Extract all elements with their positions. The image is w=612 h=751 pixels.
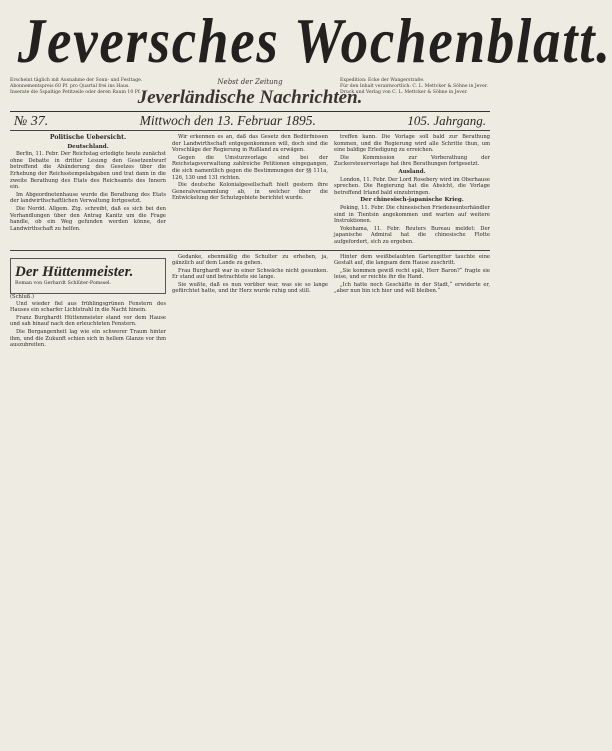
subhead-right-line: Druck und Verlag von C. L. Mettcker & Söhne in Jever. [340,90,468,95]
subhead [10,78,490,109]
article-paragraph: London, 11. Febr. Der Lord Rosebery wird im Oberhause sprechen. Die Regierung hat die Absicht, die Vorlage betreffend Irland bald einzubringen. [334,176,490,196]
story-paragraph: Und wieder fiel aus frühlingsgrünen Fenstern des Hauses ein scharfer Lichtstrahl in die Nacht hinein. [10,300,166,314]
column-3 [334,134,490,247]
subhead-right-line: Expedition: Ecke der Wangerstraße. [340,78,425,83]
dateline [10,112,490,129]
subhead-left-line: Erscheint täglich mit Ausnahme der Sonn- und Festtage. [10,78,143,83]
feuilleton-box [10,258,166,295]
subhead-left-line: Inserate die 5spaltige Petitzeile oder deren Raum 10 Pf. [10,90,141,95]
article-paragraph: Wir erkennen es an, daß das Gesetz den Bedürfnissen der Landwirthschaft entgegenkommen will, doch sind die Vorschläge der Regierung in Rußland zu erwägen. [172,134,328,154]
article-paragraph: Die deutsche Kolonialgesellschaft hielt gestern ihre Generalversammlung ab, in welcher über die Entwickelung der Schutzgebiete berichtet wurde. [172,182,328,202]
feuilleton-title: Der Hüttenmeister. [15,263,134,280]
column-2 [172,134,328,247]
article-paragraph: Gegen die Umsturzvorlage sind bei der Reichstagsverwaltung zahlreiche Petitionen eingegangen, die sich namentlich gegen die Bestimmungen der §§ 111a, 126, 130 und 131 richten. [172,154,328,181]
section-location: Ausland. [398,168,426,175]
subhead-mid [137,78,363,109]
story-paragraph: Franz Burghardt Hüttenmeister stand vor dem Hause und sah hinauf nach den erleuchteten Fenstern. [10,314,166,328]
nebst-label: Nebst der Zeitung [217,78,283,86]
masthead-title: Jeversches Wochenblatt. [17,5,612,76]
story-paragraph: Hinter dem weißbelaubten Gartengitter tauchte eine Gestalt auf, die langsam dem Hause zuschritt. [334,253,490,267]
upper-columns [10,134,490,247]
feuilleton-column-1 [10,254,166,350]
story-paragraph: Die Bergangenheit lag wie ein schwerer Traum hinter ihm, und die Zukunft schien sich in hellem Glanze vor ihm auszubreiten. [10,329,166,349]
article-paragraph: treffen kann. Die Vorlage soll bald zur Berathung kommen, und die Regierung wird alle Schritte thun, um eine baldige Erledigung zu erreichen. [334,134,490,154]
story-paragraph: Gedanke, ebenmäßig die Schulter zu erheben, ja, gänzlich auf dem Lande zu gehen. [172,253,328,267]
article-paragraph: Die Nordd. Allgem. Ztg. schreibt, daß es sich bei den Verhandlungen über den Antrag Kanitz um die Frage handle, ob ein Weg gefunden werden könne, der Landwirthschaft zu helfen. [10,205,166,232]
section-heading: Der chinesisch-japanische Krieg. [360,197,464,204]
issue-number: № 37. [14,114,49,129]
issue-jahrgang: 105. Jahrgang. [407,113,486,128]
article-paragraph: Im Abgeordnetenhause wurde die Berathung des Etats der landwirthschaftlichen Verwaltung fortgesetzt. [10,191,166,205]
feuilleton-column-3 [334,254,490,350]
lower-columns [10,254,490,350]
story-paragraph: „Sie kommen gewiß recht spät, Herr Baron?“ fragte sie leise, und er reichte ihr die Hand. [334,267,490,281]
story-paragraph: Frau Burghardt war in einer Schwäche nicht gesunken. Er stand auf und betrachtete sie lange. [172,267,328,281]
section-heading: Politische Uebersicht. [49,134,127,141]
section-location: Deutschland. [67,143,109,150]
story-paragraph: Sie wußte, daß es nun vorüber war, was sie so lange gefürchtet hatte, und ihr Herz wurde ruhig und still. [172,281,328,295]
story-paragraph: „Ich hatte noch Geschäfte in der Stadt,“ erwiderte er, „aber nun bin ich hier und will bleiben.“ [334,281,490,295]
subhead-right [340,78,490,96]
issue-date: Mittwoch den 13. Februar 1895. [139,113,316,128]
subhead-left-line: Abonnementspreis 60 Pf. pro Quartal frei ins Haus. [10,84,130,89]
article-paragraph: Berlin, 11. Febr. Der Reichstag erledigte heute zunächst ohne Debatte in dritter Lesung den Gesetzentwurf betreffend die Abänderung des Gesetzes über die Erhebung der Reichsstempelabgaben und trat dann in die zweite Berathung des Etats des Reichsamts des Innern ein. [10,151,166,191]
feuilleton-subtitle: Roman von Gerhardt Schlüter-Pomssel. [15,280,112,286]
second-title: Jeverländische Nachrichten. [137,87,363,108]
date-rule [10,130,490,131]
column-1 [10,134,166,247]
feuilleton-fortsetzung: (Schluß.) [10,294,34,301]
feuilleton-column-2 [172,254,328,350]
article-paragraph: Die Kommission zur Vorberathung der Zuckersteuervorlage hat ihre Berathungen fortgesetzt. [334,154,490,168]
article-paragraph: Peking, 11. Febr. Die chinesischen Friedensunterhändler sind in Tientsin angekommen und warten auf weitere Instruktionen. [334,204,490,225]
feuilleton-divider [10,250,490,251]
subhead-right-line: Für den Inhalt verantwortlich: C. L. Mettcker & Söhne in Jever. [340,84,488,89]
article-paragraph: Yokohama, 11. Febr. Reuters Bureau meldet: Der japanische Admiral hat die chinesische Flotte aufgefordert, sich zu ergeben. [334,225,490,245]
